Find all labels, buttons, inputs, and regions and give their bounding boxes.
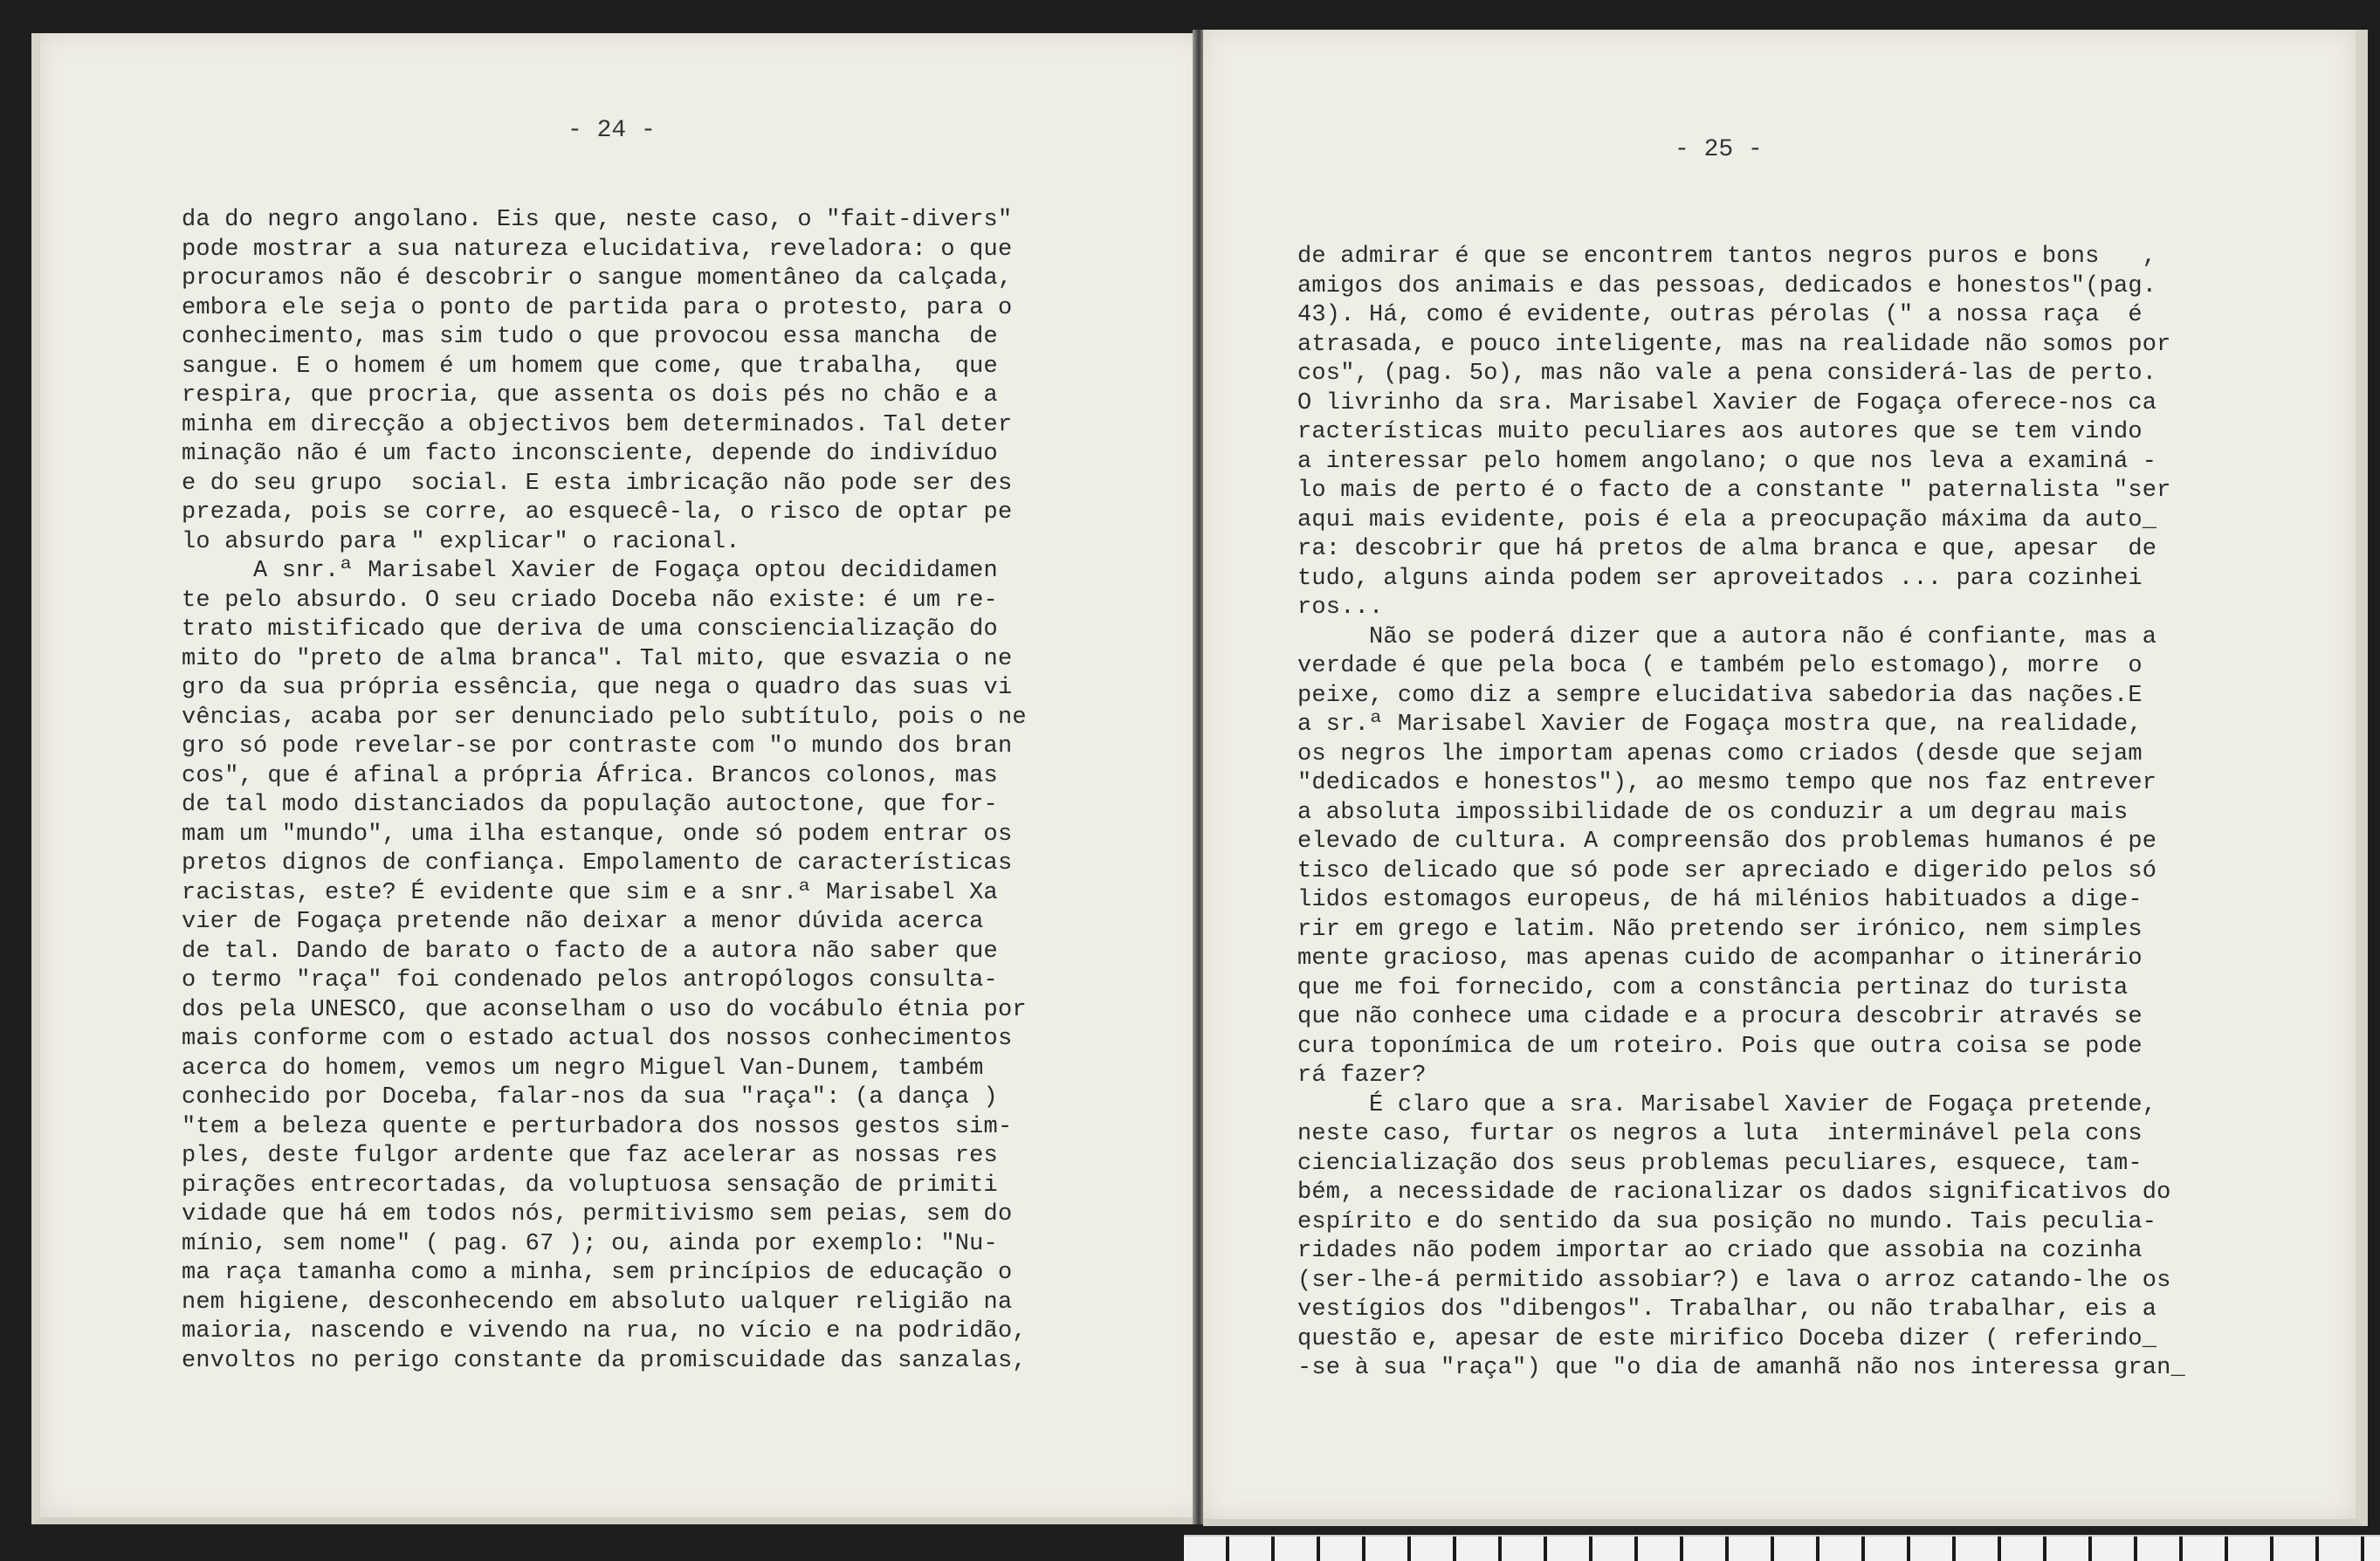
- right_page-text-line: ra: descobrir que há pretos de alma branca e que, apesar de: [1297, 536, 2157, 562]
- left_page-text-line: racistas, este? É evidente que sim e a snr.ª Marisabel Xa: [182, 879, 998, 906]
- right_page-text-line: peixe, como diz a sempre elucidativa sabedoria das nações.E: [1297, 682, 2143, 709]
- left_page-text-line: nem higiene, desconhecendo em absoluto ualquer religião na: [182, 1289, 1013, 1316]
- left_page-text-line: da do negro angolano. Eis que, neste caso, o "fait-divers": [182, 207, 1013, 233]
- left_page-text-line: minação não é um facto inconsciente, depende do indivíduo: [182, 441, 998, 467]
- right_page-text-line: tisco delicado que só pode ser apreciado e digerido pelos só: [1297, 857, 2157, 884]
- left_page-text-line: conhecimento, mas sim tudo o que provocou essa mancha de: [182, 324, 998, 350]
- left_page-text-line: minha em direcção a objectivos bem determinados. Tal deter: [182, 411, 1013, 438]
- left_page-text-line: trato mistificado que deriva de uma consciencialização do: [182, 616, 998, 643]
- right_page-text-line: 43). Há, como é evidente, outras pérolas (" a nossa raça é: [1297, 302, 2143, 328]
- left_page-text-line: vier de Fogaça pretende não deixar a menor dúvida acerca: [182, 909, 984, 935]
- left_page-text-line: e do seu grupo social. E esta imbricação não pode ser des: [182, 470, 1013, 497]
- left_page-text-line: ples, deste fulgor ardente que faz acelerar as nossas res: [182, 1143, 998, 1169]
- right_page-text-line: os negros lhe importam apenas como criados (desde que sejam: [1297, 740, 2143, 767]
- left_page-text-line: de tal modo distanciados da população autoctone, que for-: [182, 792, 998, 818]
- right_page-text-line: a absoluta impossibilidade de os conduzir a um degrau mais: [1297, 799, 2129, 826]
- right_page-text-line: "dedicados e honestos"), ao mesmo tempo que nos faz entrever: [1297, 770, 2157, 796]
- right_page-text-line: lidos estomagos europeus, de há milénios habituados a dige-: [1297, 887, 2143, 913]
- left-page-text: [182, 206, 1027, 1376]
- left_page-text-line: mam um "mundo", uma ilha estanque, onde só podem entrar os: [182, 821, 1013, 848]
- right_page-text-line: lo mais de perto é o facto de a constante " paternalista "ser: [1297, 478, 2171, 504]
- right_page-text-line: questão e, apesar de este mirifico Doceba dizer ( referindo_: [1297, 1325, 2157, 1352]
- right_page-text-line: amigos dos animais e das pessoas, dedicados e honestos"(pag.: [1297, 272, 2157, 299]
- left_page-text-line: A snr.ª Marisabel Xavier de Fogaça optou decididamen: [182, 558, 998, 584]
- right_page-text-line: mente gracioso, mas apenas cuido de acompanhar o itinerário: [1297, 946, 2143, 972]
- right_page-text-line: que não conhece uma cidade e a procura descobrir através se: [1297, 1004, 2143, 1030]
- left_page-text-line: conhecido por Doceba, falar-nos da sua "raça": (a dança ): [182, 1084, 998, 1111]
- right_page-text-line: cos", (pag. 5o), mas não vale a pena considerá-las de perto.: [1297, 361, 2157, 387]
- left_page-text-line: te pelo absurdo. O seu criado Doceba não existe: é um re-: [182, 587, 998, 614]
- left_page-text-line: sangue. E o homem é um homem que come, que trabalha, que: [182, 353, 998, 380]
- left_page-text-line: dos pela UNESCO, que aconselham o uso do vocábulo étnia por: [182, 996, 1027, 1023]
- left_page-text-line: mais conforme com o estado actual dos nossos conhecimentos: [182, 1026, 1013, 1052]
- left_page-text-line: de tal. Dando de barato o facto de a autora não saber que: [182, 938, 998, 965]
- right_page-text-line: É claro que a sra. Marisabel Xavier de Fogaça pretende,: [1297, 1091, 2157, 1118]
- left_page-text-line: lo absurdo para " explicar" o racional.: [182, 528, 740, 555]
- left_page-text-line: acerca do homem, vemos um negro Miguel Van-Dunem, também: [182, 1055, 984, 1082]
- left_page-text-line: embora ele seja o ponto de partida para o protesto, para o: [182, 294, 1013, 321]
- right_page-text-line: verdade é que pela boca ( e também pelo estomago), morre o: [1297, 653, 2143, 679]
- left_page-text-line: cos", que é afinal a própria África. Brancos colonos, mas: [182, 762, 998, 789]
- right_page-text-line: vestígios dos "dibengos". Trabalhar, ou não trabalhar, eis a: [1297, 1296, 2157, 1323]
- right_page-text-line: a interessar pelo homem angolano; o que nos leva a examiná -: [1297, 448, 2157, 475]
- left_page-text-line: envoltos no perigo constante da promiscuidade das sanzalas,: [182, 1347, 1027, 1374]
- page-number-right: - 25 -: [1675, 136, 1763, 163]
- left_page-text-line: vidade que há em todos nós, permitivismo sem peias, sem do: [182, 1201, 1013, 1227]
- left_page-text-line: gro só pode revelar-se por contraste com "o mundo dos bran: [182, 733, 1013, 760]
- right_page-text-line: de admirar é que se encontrem tantos negros puros e bons ,: [1297, 244, 2157, 270]
- right_page-text-line: (ser-lhe-á permitido assobiar?) e lava o arroz catando-lhe os: [1297, 1267, 2171, 1294]
- right_page-text-line: bém, a necessidade de racionalizar os dados significativos do: [1297, 1179, 2171, 1206]
- right_page-text-line: Não se poderá dizer que a autora não é confiante, mas a: [1297, 623, 2157, 650]
- right_page-text-line: a sr.ª Marisabel Xavier de Fogaça mostra que, na realidade,: [1297, 712, 2143, 738]
- right_page-text-line: rá fazer?: [1297, 1062, 1427, 1089]
- left_page-text-line: mínio, sem nome" ( pag. 67 ); ou, ainda por exemplo: "Nu-: [182, 1230, 998, 1257]
- right_page-text-line: ros...: [1297, 595, 1384, 621]
- right_page-text-line: atrasada, e pouco inteligente, mas na realidade não somos por: [1297, 331, 2171, 358]
- left_page-text-line: prezada, pois se corre, ao esquecê-la, o risco de optar pe: [182, 499, 1013, 526]
- left_page-text-line: "tem a beleza quente e perturbadora dos nossos gestos sim-: [182, 1113, 1013, 1140]
- right_page-text-line: tudo, alguns ainda podem ser aproveitados ... para cozinhei: [1297, 565, 2143, 592]
- right-page-text: [1297, 243, 2185, 1384]
- scale-ruler: [1184, 1535, 2380, 1561]
- right_page-text-line: -se à sua "raça") que "o dia de amanhã não nos interessa gran_: [1297, 1355, 2185, 1381]
- left_page-text-line: procuramos não é descobrir o sangue momentâneo da calçada,: [182, 265, 1013, 292]
- right_page-text-line: aqui mais evidente, pois é ela a preocupação máxima da auto_: [1297, 506, 2157, 533]
- left_page-text-line: o termo "raça" foi condenado pelos antropólogos consulta-: [182, 967, 998, 994]
- left_page-text-line: ma raça tamanha como a minha, sem princípios de educação o: [182, 1260, 1013, 1286]
- right_page-text-line: que me foi fornecido, com a constância pertinaz do turista: [1297, 974, 2129, 1001]
- left_page-text-line: gro da sua própria essência, que nega o quadro das suas vi: [182, 675, 1013, 701]
- right_page-text-line: cura toponímica de um roteiro. Pois que outra coisa se pode: [1297, 1033, 2143, 1060]
- left_page-text-line: pirações entrecortadas, da voluptuosa sensação de primiti: [182, 1172, 998, 1199]
- right_page-text-line: neste caso, furtar os negros a luta interminável pela cons: [1297, 1121, 2143, 1147]
- page-number-left: - 24 -: [567, 117, 656, 144]
- right_page-text-line: ciencialização dos seus problemas peculiares, esquece, tam-: [1297, 1150, 2143, 1177]
- left_page-text-line: mito do "preto de alma branca". Tal mito, que esvazia o ne: [182, 645, 1013, 672]
- right_page-text-line: ridades não podem importar ao criado que assobia na cozinha: [1297, 1238, 2143, 1264]
- left_page-text-line: respira, que procria, que assenta os dois pés no chão e a: [182, 382, 998, 409]
- right_page-text-line: O livrinho da sra. Marisabel Xavier de Fogaça oferece-nos ca: [1297, 389, 2157, 416]
- right_page-text-line: elevado de cultura. A compreensão dos problemas humanos é pe: [1297, 829, 2157, 855]
- left_page-text-line: maioria, nascendo e vivendo na rua, no vício e na podridão,: [182, 1318, 1027, 1344]
- right_page-text-line: espírito e do sentido da sua posição no mundo. Tais peculia-: [1297, 1208, 2157, 1235]
- right_page-text-line: rir em grego e latim. Não pretendo ser irónico, nem simples: [1297, 916, 2143, 943]
- left_page-text-line: pretos dignos de confiança. Empolamento de características: [182, 850, 1013, 877]
- right_page-text-line: racterísticas muito peculiares aos autores que se tem vindo: [1297, 419, 2143, 445]
- left_page-text-line: pode mostrar a sua natureza elucidativa, reveladora: o que: [182, 236, 1013, 263]
- left_page-text-line: vências, acaba por ser denunciado pelo subtítulo, pois o ne: [182, 704, 1027, 731]
